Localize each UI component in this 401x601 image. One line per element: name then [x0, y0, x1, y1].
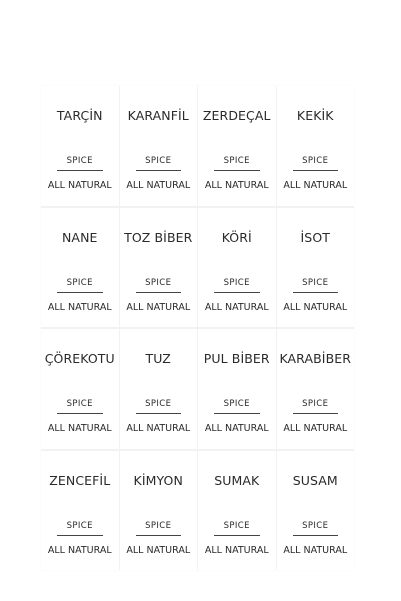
- spice-label-sumak: [198, 451, 276, 571]
- label-divider: [293, 292, 339, 293]
- spice-label-kimyon: [120, 451, 198, 571]
- label-divider: [57, 413, 103, 414]
- label-footer: ALL NATURAL: [283, 544, 348, 556]
- label-tag: SPICE: [145, 277, 172, 288]
- label-tag: SPICE: [66, 277, 93, 288]
- label-title: TUZ: [145, 351, 171, 366]
- label-footer: ALL NATURAL: [47, 180, 112, 191]
- label-tag: SPICE: [145, 520, 172, 531]
- label-title: KİMYON: [133, 472, 183, 488]
- label-footer: ALL NATURAL: [126, 180, 191, 191]
- label-title: İSOT: [300, 229, 330, 245]
- spice-label-kori: [198, 208, 276, 328]
- label-footer: ALL NATURAL: [47, 544, 112, 556]
- label-tag: SPICE: [66, 520, 93, 531]
- label-divider: [293, 170, 339, 171]
- label-divider: [136, 535, 182, 536]
- label-divider: [136, 292, 182, 293]
- label-divider: [57, 535, 103, 536]
- label-divider: [293, 413, 339, 414]
- spice-label-tuz: [120, 329, 198, 449]
- label-title: SUMAK: [214, 472, 260, 488]
- label-tag: SPICE: [302, 156, 329, 166]
- spice-label-susam: [277, 451, 355, 571]
- label-footer: ALL NATURAL: [283, 301, 348, 313]
- spice-label-karanfil: [120, 86, 198, 206]
- label-divider: [214, 292, 260, 293]
- label-footer: ALL NATURAL: [126, 301, 191, 313]
- label-tag: SPICE: [66, 399, 93, 409]
- label-title: TOZ BİBER: [124, 229, 193, 245]
- label-footer: ALL NATURAL: [283, 423, 348, 434]
- label-title: KÖRİ: [221, 229, 252, 245]
- label-footer: ALL NATURAL: [47, 301, 112, 313]
- label-footer: ALL NATURAL: [126, 544, 191, 556]
- spice-label-toz-biber: [120, 208, 198, 328]
- label-tag: SPICE: [145, 399, 172, 409]
- label-divider: [214, 535, 260, 536]
- label-footer: ALL NATURAL: [204, 180, 269, 191]
- label-title: SUSAM: [292, 472, 338, 488]
- label-title: ZENCEFİL: [49, 472, 111, 488]
- label-divider: [214, 170, 260, 171]
- label-tag: SPICE: [302, 277, 329, 288]
- spice-label-kekik: [277, 86, 355, 206]
- label-divider: [136, 413, 182, 414]
- label-divider: [57, 170, 103, 171]
- label-title: ÇÖREKOTU: [44, 351, 115, 366]
- spice-label-zerdecal: [198, 86, 276, 206]
- spice-label-isot: [277, 208, 355, 328]
- spice-label-tarcin: [41, 86, 119, 206]
- label-title: TARÇİN: [56, 108, 103, 123]
- label-divider: [136, 170, 182, 171]
- label-title: KARANFİL: [127, 108, 189, 123]
- label-divider: [57, 292, 103, 293]
- spice-label-karabiber: [277, 329, 355, 449]
- label-divider: [214, 413, 260, 414]
- label-footer: ALL NATURAL: [283, 180, 348, 191]
- label-tag: SPICE: [302, 399, 329, 409]
- spice-label-corekotu: [41, 329, 119, 449]
- label-footer: ALL NATURAL: [204, 423, 269, 434]
- label-tag: SPICE: [223, 156, 250, 166]
- label-tag: SPICE: [223, 277, 250, 288]
- label-title: KEKİK: [296, 108, 334, 123]
- label-footer: ALL NATURAL: [204, 544, 269, 556]
- label-footer: ALL NATURAL: [126, 423, 191, 434]
- spice-label-nane: [41, 208, 119, 328]
- label-tag: SPICE: [302, 520, 329, 531]
- label-tag: SPICE: [145, 156, 172, 166]
- label-tag: SPICE: [223, 399, 250, 409]
- spice-label-zencefil: [41, 451, 119, 571]
- label-footer: ALL NATURAL: [47, 423, 112, 434]
- label-title: ZERDEÇAL: [202, 108, 271, 123]
- label-tag: SPICE: [66, 156, 93, 166]
- label-title: KARABİBER: [279, 351, 352, 366]
- spice-label-pul-biber: [198, 329, 276, 449]
- label-title: NANE: [61, 229, 98, 245]
- label-sheet: [41, 86, 354, 570]
- label-title: PUL BİBER: [203, 351, 270, 366]
- label-tag: SPICE: [223, 520, 250, 531]
- label-divider: [293, 535, 339, 536]
- label-footer: ALL NATURAL: [204, 301, 269, 313]
